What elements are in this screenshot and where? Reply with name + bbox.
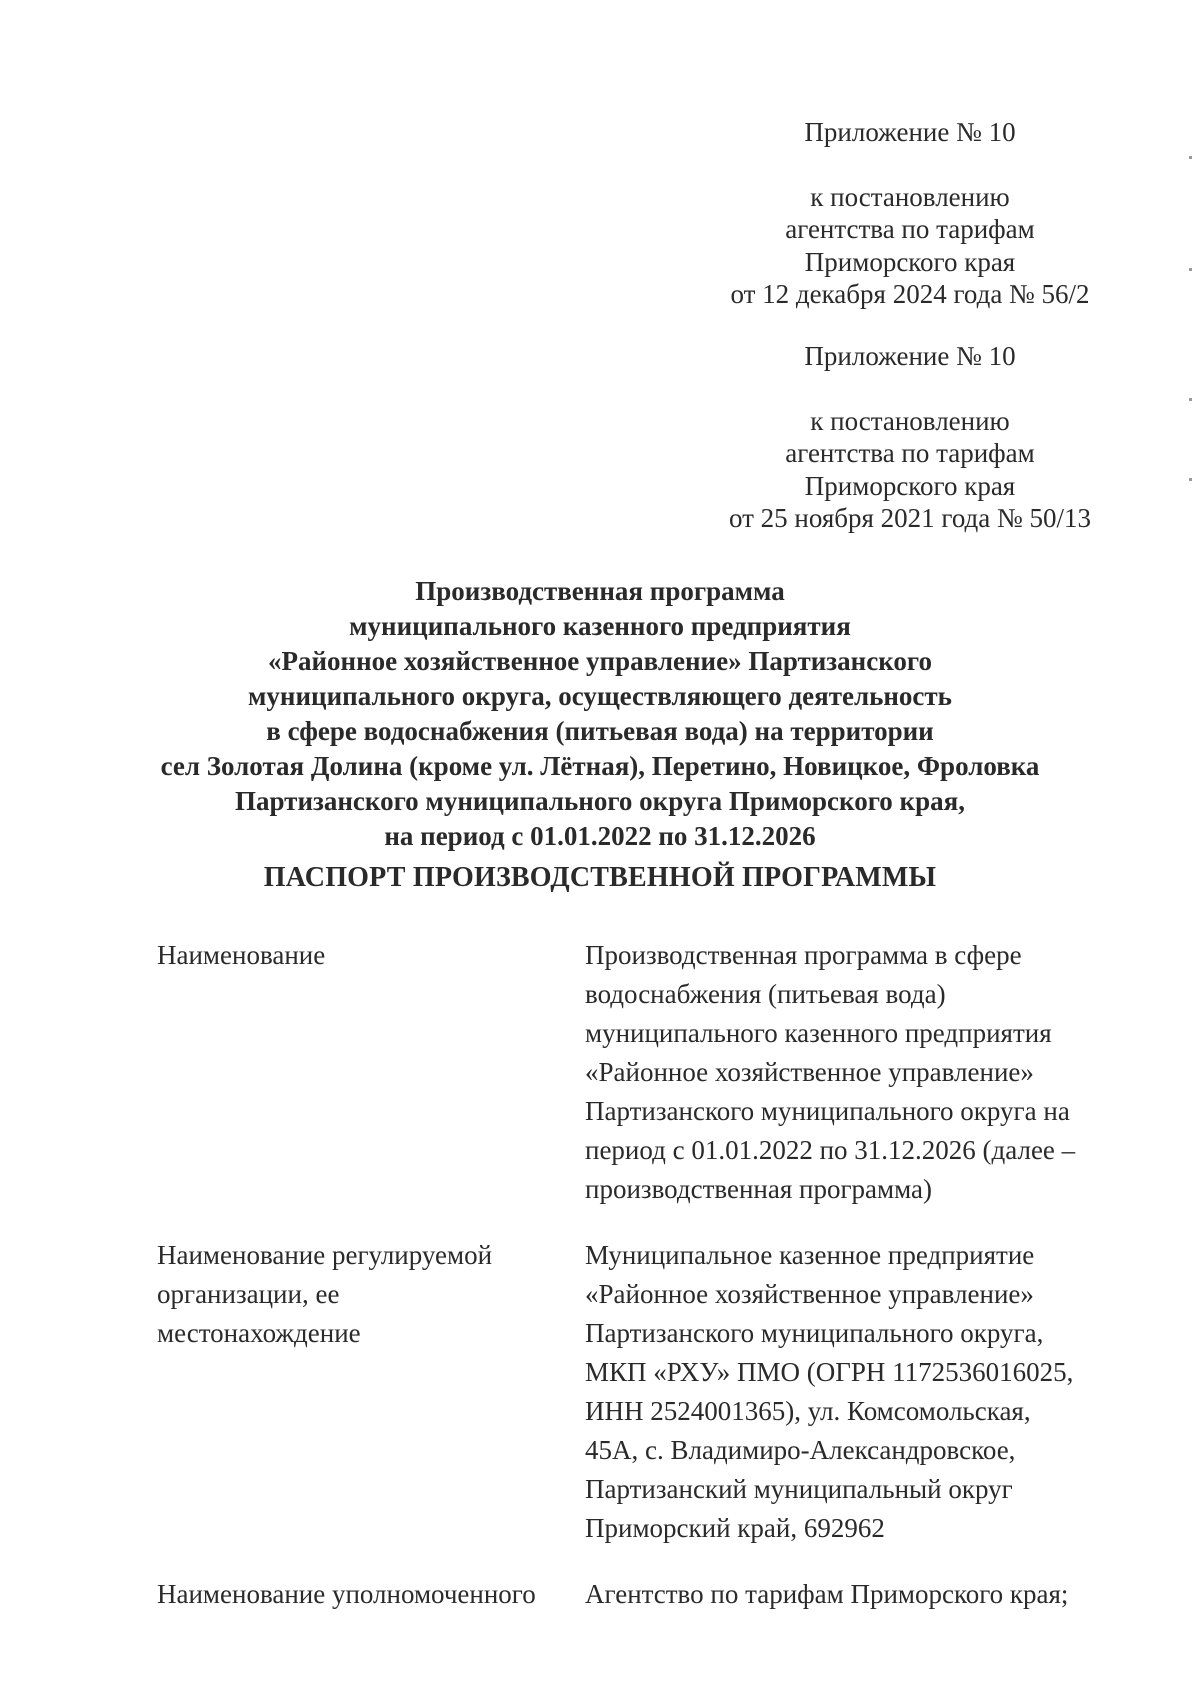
value-line: Муниципальное казенное предприятие [585,1240,1035,1270]
passport-value [585,936,1117,1209]
passport-value [585,1575,1117,1614]
value-line: «Районное хозяйственное управление» [585,1279,1034,1309]
appendix-number: Приложение № 10 [804,117,1016,147]
title-line: сел Золотая Долина (кроме ул. Лётная), Перетино, Новицкое, Фроловка [160,751,1040,781]
appendix-line: к постановлению [810,181,1010,212]
appendix-line: агентства по тарифам [785,214,1035,244]
value-line: Приморский край, 692962 [585,1513,885,1543]
appendix-line: Приморского края [804,470,1016,501]
title-line: в сфере водоснабжения (питьевая вода) на территории [266,716,934,746]
title-line: «Районное хозяйственное управление» Партизанского [268,646,932,676]
scan-mark [1189,156,1192,159]
value-line: Партизанского муниципального округа, [585,1318,1044,1348]
value-line: МКП «РХУ» ПМО (ОГРН 1172536016025, [585,1357,1074,1387]
title-line: Производственная программа [415,576,785,606]
value-line: производственная программа) [585,1174,932,1204]
title-line: на период с 01.01.2022 по 31.12.2026 [384,821,816,851]
passport-row-organization [157,1236,1117,1548]
scan-mark [1189,398,1192,401]
title-line: муниципального округа, осуществляющего деятельность [248,681,952,711]
appendix-block [700,116,1120,311]
appendix-line: к постановлению [810,405,1010,436]
appendix-number: Приложение № 10 [804,341,1016,371]
passport-label [157,1236,585,1353]
label-line: местонахождение [157,1318,361,1348]
passport-value [585,1236,1117,1548]
label-line: Наименование [157,940,326,970]
appendix-date-line: от 25 ноября 2021 года № 50/13 [728,503,1092,533]
value-line: 45А, с. Владимиро-Александровское, [585,1435,1016,1465]
appendix-line: агентства по тарифам [785,438,1035,468]
passport-label [157,936,585,975]
passport-row-authority [157,1575,1117,1614]
document-title [100,574,1100,854]
appendix-block [700,340,1120,535]
value-line: период с 01.01.2022 по 31.12.2026 (далее – [585,1135,1076,1165]
value-line: Партизанский муниципальный округ [585,1474,1013,1504]
title-line: муниципального казенного предприятия [349,611,851,641]
label-line: Наименование уполномоченного [157,1579,536,1609]
passport-heading: ПАСПОРТ ПРОИЗВОДСТВЕННОЙ ПРОГРАММЫ [263,862,937,893]
title-line: Партизанского муниципального округа Приморского края, [235,786,965,816]
value-line: муниципального казенного предприятия [585,1018,1052,1048]
appendix-line: Приморского края [804,246,1016,277]
passport-row-name [157,936,1117,1209]
value-line: ИНН 2524001365), ул. Комсомольская, [585,1396,1031,1426]
appendix-date-line: от 12 декабря 2024 года № 56/2 [730,279,1090,309]
value-line: Партизанского муниципального округа на [585,1096,1070,1126]
value-line: Производственная программа в сфере [585,940,1022,970]
scan-mark [1189,478,1192,481]
scan-mark [1189,268,1192,271]
passport-label [157,1575,585,1614]
value-line: Агентство по тарифам Приморского края; [585,1579,1069,1609]
value-line: водоснабжения (питьевая вода) [585,979,946,1009]
value-line: «Районное хозяйственное управление» [585,1057,1034,1087]
label-line: Наименование регулируемой [157,1240,493,1270]
label-line: организации, ее [157,1279,340,1309]
passport-table [157,936,1117,1641]
